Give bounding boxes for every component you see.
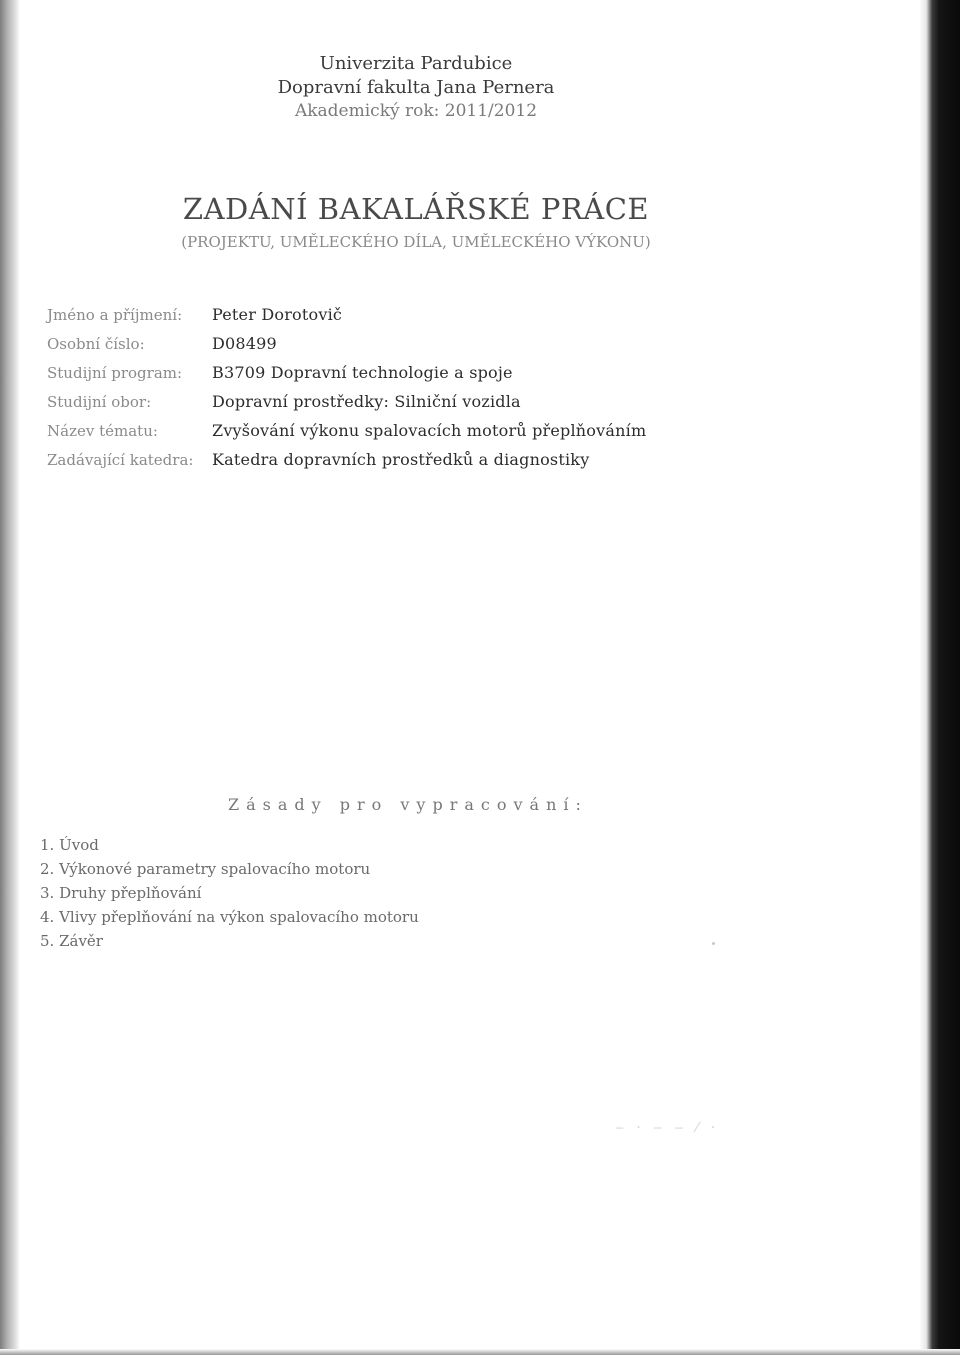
info-row-topic	[47, 421, 646, 447]
info-label: Osobní číslo:	[47, 335, 145, 353]
scan-bottom-edge	[0, 1349, 960, 1355]
info-value: Dopravní prostředky: Silniční vozidla	[212, 392, 521, 411]
document-subtitle: (PROJEKTU, UMĚLECKÉHO DÍLA, UMĚLECKÉHO VÝKONU)	[181, 233, 651, 251]
university-name: Univerzita Pardubice	[319, 53, 513, 74]
info-value: Peter Dorotovič	[212, 305, 343, 324]
info-row-study-program	[47, 363, 513, 389]
academic-year: Akademický rok: 2011/2012	[294, 101, 538, 121]
info-label: Studijní obor:	[47, 393, 152, 411]
scan-speck	[712, 942, 715, 945]
info-label: Název tématu:	[47, 422, 158, 440]
outline-item: 2. Výkonové parametry spalovacího motoru	[40, 860, 371, 878]
faint-bleed-through-mark: ‒ · ‒ ‒ ⁄ ·	[615, 1120, 720, 1136]
info-row-study-field	[47, 392, 521, 418]
faculty-name: Dopravní fakulta Jana Pernera	[277, 77, 555, 98]
info-row-department	[47, 450, 589, 476]
info-value: Zvyšování výkonu spalovacích motorů přeplňováním	[212, 421, 647, 440]
info-value: B3709 Dopravní technologie a spoje	[212, 363, 513, 382]
info-label: Zadávající katedra:	[47, 451, 194, 469]
guidelines-heading: Zásady pro vypracování:	[228, 795, 588, 814]
outline-item: 3. Druhy přeplňování	[40, 884, 202, 902]
info-label: Studijní program:	[47, 364, 183, 382]
outline-item: 1. Úvod	[40, 836, 99, 854]
info-row-name	[47, 305, 342, 331]
outline-item: 4. Vlivy přeplňování na výkon spalovacího motoru	[40, 908, 419, 926]
scan-right-border	[902, 0, 960, 1355]
info-row-personal-number	[47, 334, 277, 360]
info-label: Jméno a příjmení:	[47, 306, 183, 324]
document-title: ZADÁNÍ BAKALÁŘSKÉ PRÁCE	[182, 192, 650, 226]
info-value: Katedra dopravních prostředků a diagnostiky	[212, 450, 590, 469]
info-value: D08499	[212, 334, 277, 353]
outline-item: 5. Závěr	[40, 932, 103, 950]
